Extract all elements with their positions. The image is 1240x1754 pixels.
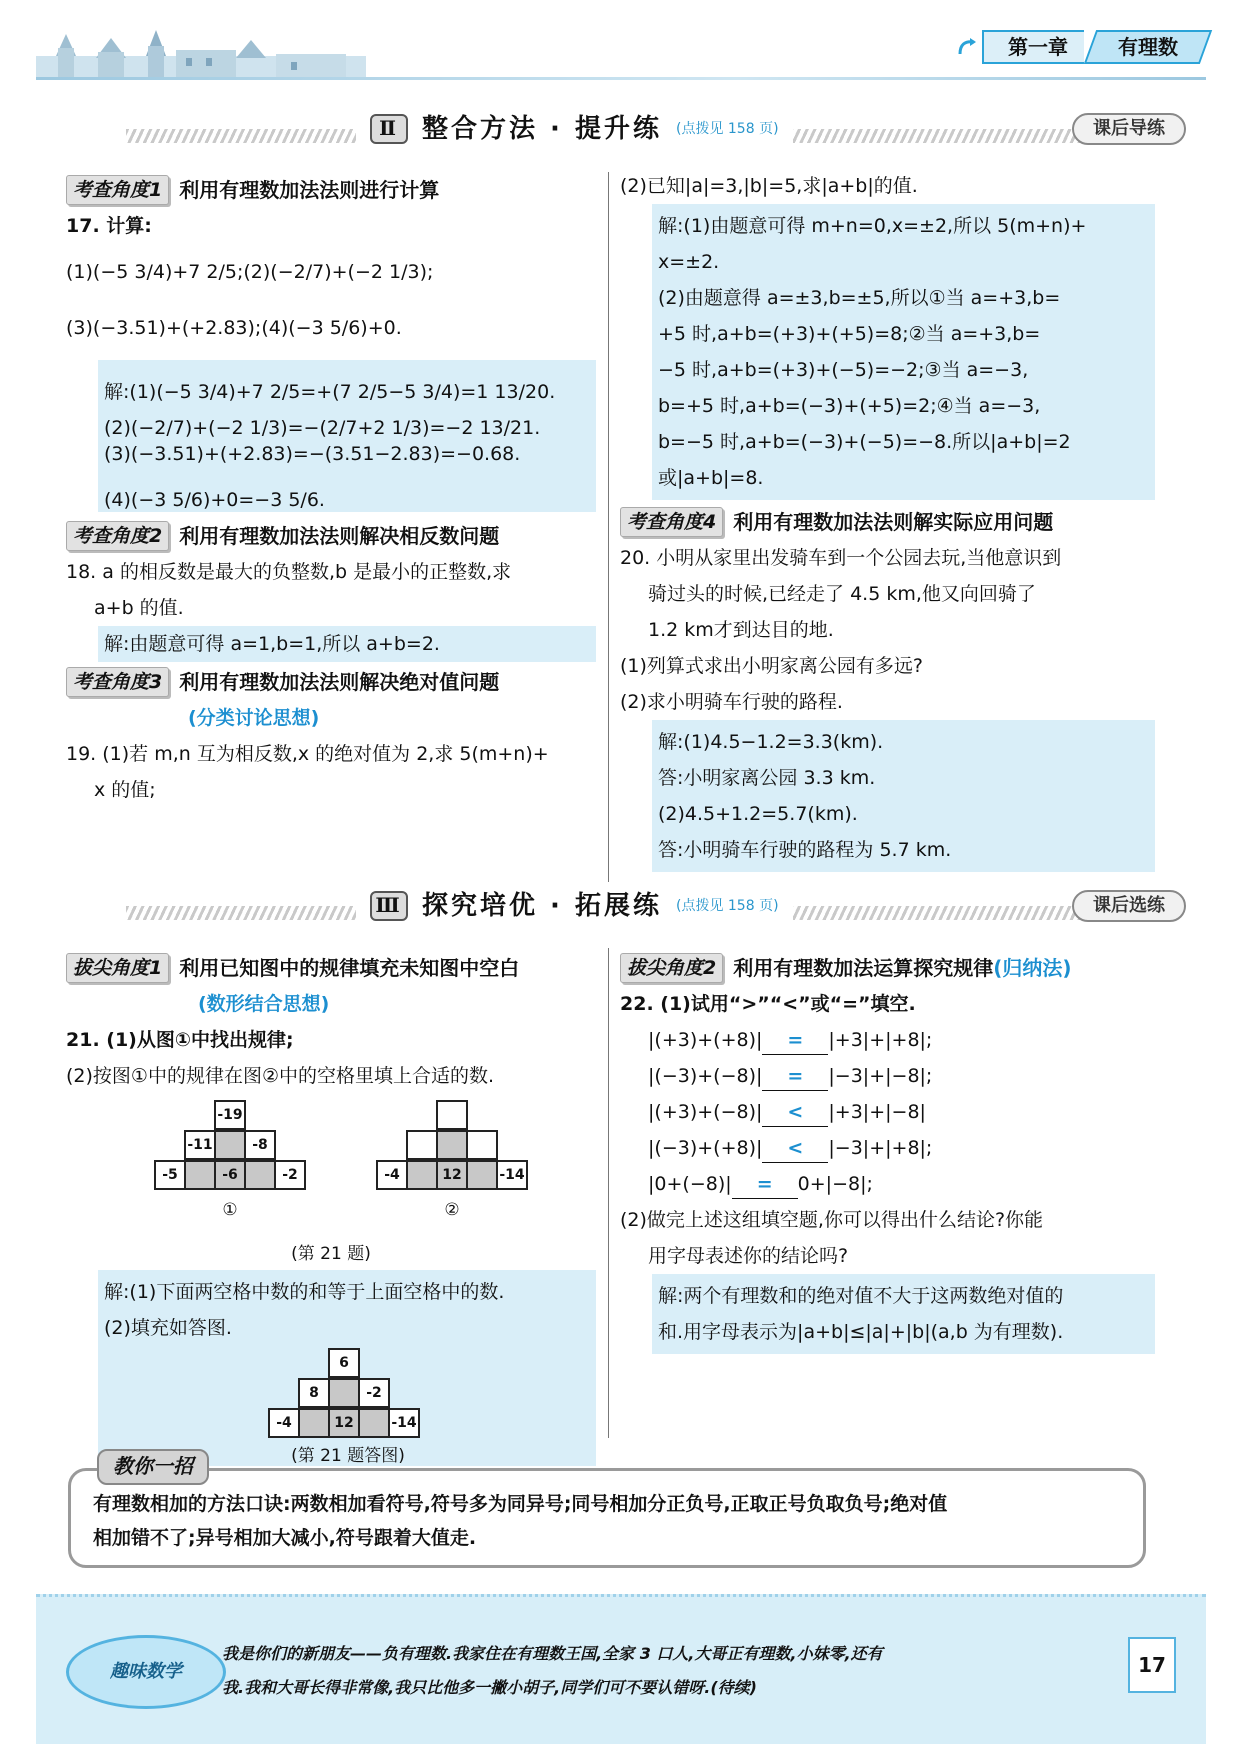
page-header <box>36 20 1206 82</box>
fill-row-2: |(−3)+(−8)| = |−3|+|−8|; <box>620 1058 1155 1094</box>
chapter-label: 第一章 <box>982 30 1084 64</box>
answer-20: 解:(1)4.5−1.2=3.3(km). 答:小明家离公园 3.3 km. (2)4.5+1.2=5.7(km). 答:小明骑车行驶的路程为 5.7 km. <box>652 720 1155 872</box>
chapter-title: 有理数 <box>1084 30 1212 64</box>
answer-17: 解:(1)(−5 3/4)+7 2/5=+(7 2/5−5 3/4)=1 13/20. (2)(−2/7)+(−2 1/3)=−(2/7+2 1/3)=−2 13/21. (3)(−3.51)+(+2.83)=−(3.51−2.83)=−0.68. (4)(−3 5/6)+0=−3 5/6. <box>98 360 596 512</box>
castle-illustration-icon <box>36 28 366 78</box>
fill-row-4: |(−3)+(+8)| < |−3|+|+8|; <box>620 1130 1155 1166</box>
column-divider <box>608 172 609 882</box>
chapter-indicator <box>982 30 1206 64</box>
fun-math-badge: 趣味数学 <box>66 1635 226 1709</box>
tip-box: 教你一招 有理数相加的方法口诀:两数相加看符号,符号多为同异号;同号相加分正负号,正取正号负取负号;绝对值 相加错不了;异号相加大减小,符号跟着大值走. <box>68 1468 1146 1568</box>
hint-text: (点拨见 158 页) <box>675 898 779 914</box>
pyramid-figure-2: -4 12 -14 ② <box>376 1100 536 1230</box>
section-title: Ⅲ 探究培优 · 拓展练 (点拨见 158 页) <box>356 884 793 928</box>
pyramid-figure-1: -19 -11 -8 -5 -6 -2 ① <box>154 1100 314 1230</box>
fill-row-1: |(+3)+(+8)| = |+3|+|+8|; <box>620 1022 1155 1058</box>
left-column-2: 考查角度1 利用有理数加法法则进行计算 17. 计算: (1)(−5 3/4)+7 2/5;(2)(−2/7)+(−2 1/3); (3)(−3.51)+(+2.83);(4)(−3 5/6)+0. 解:(1)(−5 3/4)+7 2/5=+(7 2/5−5 3/4)=1 13/20. (2)(−2/7)+(−2 1/3)=−(2/7+2 1/3)=−2 13/21. (3)(−3.51)+(+2.83)=−(3.51−2.83)=−0.68. (4)(−3 5/6)+0=−3 5/6. 考查角度2 利用有理数加法法则解决相反数问题 18. a 的相反数是最大的负整数,b 是最小的正整数,求 a+b 的值. 解:由题意可得 a=1,b=1,所以 a+b=2. 考查角度3 利用有理数加法法则解决绝对值问题 (分类讨论思想) 19. (1)若 m,n 互为相反数,x 的绝对值为 2,求 5(m+n)+ x 的值; <box>66 172 596 808</box>
angle-heading-6: 拔尖角度2 利用有理数加法运算探究规律 (归纳法) <box>620 950 1155 986</box>
hint-text: (点拨见 158 页) <box>675 121 779 137</box>
fill-row-5: |0+(−8)| = 0+|−8|; <box>620 1166 1155 1202</box>
figure-caption: (第 21 题) <box>291 1244 371 1264</box>
page-footer: 趣味数学 我是你们的新朋友——负有理数.我家住在有理数王国,全家 3 口人,大哥正有理数,小妹零,还有 我.我和大哥长得非常像,我只比他多一撇小胡子,同学们可不要认错呀.(待续) 17 <box>36 1594 1206 1744</box>
section-title: Ⅱ 整合方法 · 提升练 (点拨见 158 页) <box>356 107 793 151</box>
answer-21: 解:(1)下面两空格中数的和等于上面空格中的数. (2)填充如答图. 6 8 -2 -4 12 -14 (第 21 题答图) <box>98 1270 596 1466</box>
angle-heading-3: 考查角度3 利用有理数加法法则解决绝对值问题 <box>66 664 596 700</box>
angle-heading-1: 考查角度1 利用有理数加法法则进行计算 <box>66 172 596 208</box>
left-column-3: 拔尖角度1 利用已知图中的规律填充未知图中空白 (数形结合思想) 21. (1)从图①中找出规律; (2)按图①中的规律在图②中的空格里填上合适的数. -19 -11 -8 -5 -6 -2 ① -4 12 -14 ② (第 21 题) 解:(1)下面两空格中数的和等于上面空格中的数. (2)填充如答图. 6 8 -2 -4 12 -14 (第 21 题答图) <box>66 950 596 1470</box>
right-column-2: (2)已知|a|=3,|b|=5,求|a+b|的值. 解:(1)由题意可得 m+n=0,x=±2,所以 5(m+n)+ x=±2. (2)由题意得 a=±3,b=±5,所以①当 a=+3,b= +5 时,a+b=(+3)+(+5)=8;②当 a=+3,b= −5 时,a+b=(+3)+(−5)=−2;③当 a=−3, b=+5 时,a+b=(−3)+(+5)=2;④当 a=−3, b=−5 时,a+b=(−3)+(−5)=−8.所以|a+b|=2 或|a+b|=8. 考查角度4 利用有理数加法法则解实际应用问题 20. 小明从家里出发骑车到一个公园去玩,当他意识到 骑过头的时候,已经走了 4.5 km,他又向回骑了 1.2 km才到达目的地. (1)列算式求出小明家离公园有多远? (2)求小明骑车行驶的路程. 解:(1)4.5−1.2=3.3(km). 答:小明家离公园 3.3 km. (2)4.5+1.2=5.7(km). 答:小明骑车行驶的路程为 5.7 km. <box>620 168 1155 872</box>
angle-heading-2: 考查角度2 利用有理数加法法则解决相反数问题 <box>66 518 596 554</box>
section-header-2 <box>36 105 1206 155</box>
tip-tag: 教你一招 <box>97 1449 209 1485</box>
arrow-icon <box>956 36 978 58</box>
section-tag: 课后选练 <box>1072 890 1186 922</box>
section-header-3 <box>36 882 1206 932</box>
answer-19: 解:(1)由题意可得 m+n=0,x=±2,所以 5(m+n)+ x=±2. (2)由题意得 a=±3,b=±5,所以①当 a=+3,b= +5 时,a+b=(+3)+(+5)=8;②当 a=+3,b= −5 时,a+b=(+3)+(−5)=−2;③当 a=−3, b=+5 时,a+b=(−3)+(+5)=2;④当 a=−3, b=−5 时,a+b=(−3)+(−5)=−8.所以|a+b|=2 或|a+b|=8. <box>652 204 1155 500</box>
section-tag: 课后导练 <box>1072 113 1186 145</box>
angle-heading-5: 拔尖角度1 利用已知图中的规律填充未知图中空白 <box>66 950 596 986</box>
answer-22: 解:两个有理数和的绝对值不大于这两数绝对值的 和.用字母表示为|a+b|≤|a|+|b|(a,b 为有理数). <box>652 1274 1155 1354</box>
fill-row-3: |(+3)+(−8)| < |+3|+|−8| <box>620 1094 1155 1130</box>
header-rule <box>36 77 1206 80</box>
page-number: 17 <box>1128 1637 1176 1693</box>
pyramid-answer: 6 8 -2 -4 12 -14 <box>268 1348 428 1444</box>
column-divider <box>608 948 609 1438</box>
right-column-3: 拔尖角度2 利用有理数加法运算探究规律 (归纳法) 22. (1)试用“>”“<”或“=”填空. |(+3)+(+8)| = |+3|+|+8|; |(−3)+(−8)| = |−3|+|−8|; |(+3)+(−8)| < |+3|+|−8| |(−3)+(+8)| < |−3|+|+8|; |0+(−8)| = 0+|−8|; (2)做完上述这组填空题,你可以得出什么结论?你能 用字母表述你的结论吗? 解:两个有理数和的绝对值不大于这两数绝对值的 和.用字母表示为|a+b|≤|a|+|b|(a,b 为有理数). <box>620 950 1155 1354</box>
angle-heading-4: 考查角度4 利用有理数加法法则解实际应用问题 <box>620 504 1155 540</box>
answer-18: 解:由题意可得 a=1,b=1,所以 a+b=2. <box>98 626 596 662</box>
